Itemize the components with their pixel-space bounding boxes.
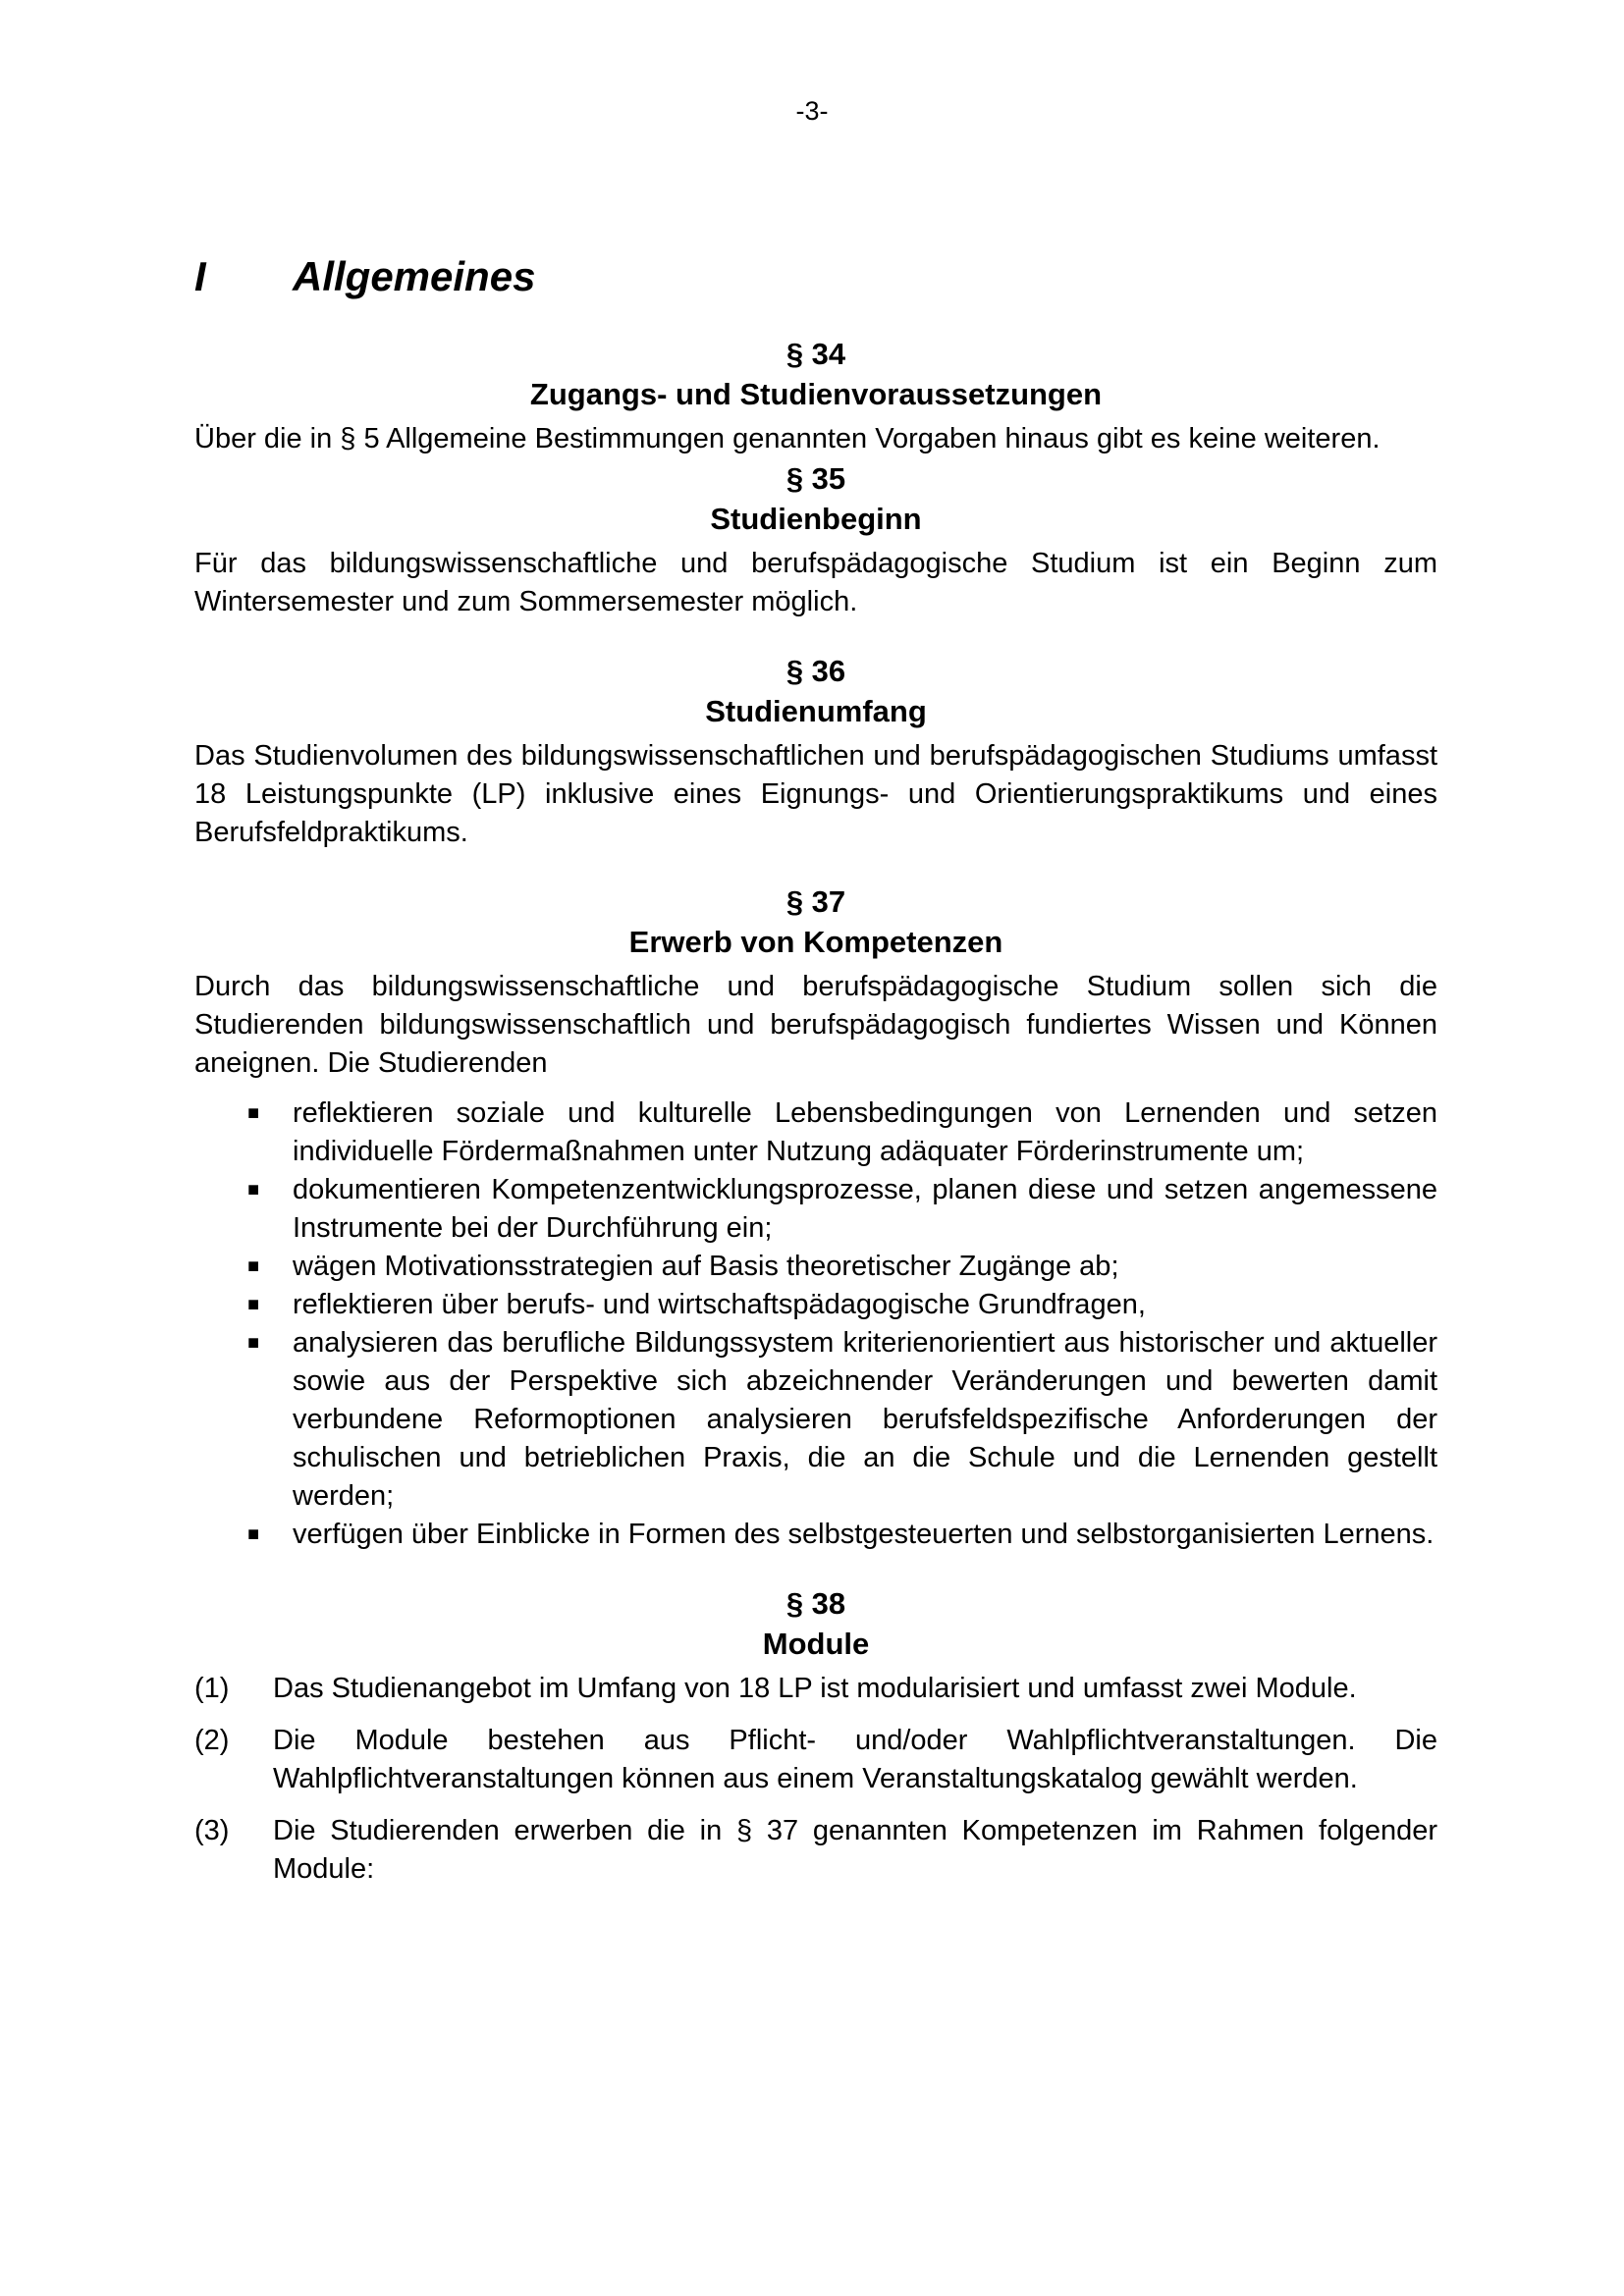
chapter-heading xyxy=(194,253,535,300)
clause-text: Die Module bestehen aus Pflicht- und/oder Wahlpflichtveranstaltungen. Die Wahlpflichtveranstaltungen können aus einem Veranstaltungskatalog gewählt werden. xyxy=(273,1725,1437,1794)
section-number: § 34 xyxy=(785,337,846,371)
bullet-icon: ■ xyxy=(247,1294,260,1315)
chapter-number: I xyxy=(194,253,206,299)
section-36-text: Das Studienvolumen des bildungswissenschaftlichen und berufspädagogischen Studiums umfasst 18 Leistungspunkte (LP) inklusive eines Eignungs- und Orientierungspraktikums und eines Berufsfeldpraktikums. xyxy=(194,740,1437,848)
clause-item xyxy=(194,1812,1437,1889)
clause-text: Das Studienangebot im Umfang von 18 LP ist modularisiert und umfasst zwei Module. xyxy=(273,1673,1357,1704)
chapter-title: Allgemeines xyxy=(293,253,536,299)
section-title: Zugangs- und Studienvoraussetzungen xyxy=(529,377,1103,411)
section-title: Module xyxy=(762,1627,870,1661)
page-number: -3- xyxy=(795,96,829,126)
section-34-heading xyxy=(194,334,1437,414)
section-38-heading xyxy=(194,1583,1437,1664)
content xyxy=(194,334,1437,1902)
clause-number: (3) xyxy=(194,1815,230,1846)
clause-item xyxy=(194,1670,1437,1708)
list-item: ■ analysieren das berufliche Bildungssystem kriterienorientiert aus historischer und aktueller sowie aus der Perspektive sich abzeichnender Veränderungen und bewerten damit verbundene Reformoptionen analysieren berufsfeldspezifische Anforderungen der schulischen und betrieblichen Praxis, die an die Schule und die Lernenden gestellt werden; xyxy=(194,1324,1437,1516)
section-title: Erwerb von Kompetenzen xyxy=(628,925,1003,959)
section-number: § 36 xyxy=(785,654,846,688)
list-item: ■ reflektieren soziale und kulturelle Lebensbedingungen von Lernenden und setzen individuelle Fördermaßnahmen unter Nutzung adäquater Förderinstrumente um; xyxy=(194,1095,1437,1171)
list-item: ■ dokumentieren Kompetenzentwicklungsprozesse, planen diese und setzen angemessene Instrumente bei der Durchführung ein; xyxy=(194,1171,1437,1248)
section-number: § 38 xyxy=(785,1586,846,1621)
competence-list xyxy=(194,1095,1437,1554)
list-item: ■ verfügen über Einblicke in Formen des selbstgesteuerten und selbstorganisierten Lernens. xyxy=(194,1516,1437,1554)
clause-item xyxy=(194,1722,1437,1798)
clause-number: (1) xyxy=(194,1673,230,1704)
section-34-text: Über die in § 5 Allgemeine Bestimmungen genannten Vorgaben hinaus gibt es keine weiteren. xyxy=(194,423,1380,454)
section-35-text: Für das bildungswissenschaftliche und berufspädagogische Studium ist ein Beginn zum Wintersemester und zum Sommersemester möglich. xyxy=(194,548,1437,617)
section-37-heading xyxy=(194,881,1437,962)
list-item: ■ wägen Motivationsstrategien auf Basis theoretischer Zugänge ab; xyxy=(194,1248,1437,1286)
section-35-heading xyxy=(194,458,1437,539)
section-37-text: Durch das bildungswissenschaftliche und berufspädagogische Studium sollen sich die Studierenden bildungswissenschaftlich und berufspädagogisch fundiertes Wissen und Können aneignen. Die Studierenden xyxy=(194,971,1437,1079)
list-item: ■ reflektieren über berufs- und wirtschaftspädagogische Grundfragen, xyxy=(194,1286,1437,1324)
section-title: Studienbeginn xyxy=(710,502,922,536)
bullet-icon: ■ xyxy=(247,1102,260,1124)
bullet-icon: ■ xyxy=(247,1523,260,1545)
clause-number: (2) xyxy=(194,1725,230,1756)
section-number: § 37 xyxy=(785,884,846,919)
clause-text: Die Studierenden erwerben die in § 37 genannten Kompetenzen im Rahmen folgender Module: xyxy=(273,1815,1437,1885)
bullet-icon: ■ xyxy=(247,1332,260,1354)
module-clauses xyxy=(194,1670,1437,1889)
section-number: § 35 xyxy=(785,461,846,496)
bullet-icon: ■ xyxy=(247,1179,260,1201)
section-title: Studienumfang xyxy=(705,694,927,728)
bullet-icon: ■ xyxy=(247,1255,260,1277)
section-36-heading xyxy=(194,651,1437,731)
